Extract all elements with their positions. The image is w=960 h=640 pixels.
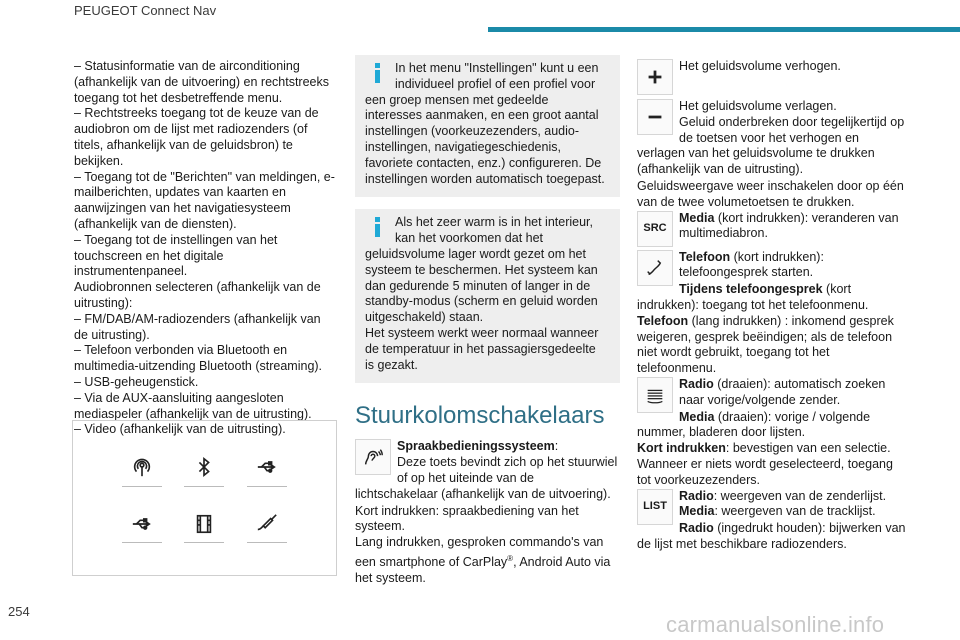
list-button-icon: LIST (637, 489, 673, 525)
paragraph: Tijdens telefoongesprek (kort indrukken): toegang tot het telefoonmenu. (637, 282, 869, 312)
plus-icon (637, 59, 673, 95)
paragraph: Geluidsweergave weer inschakelen door op één van de twee volumetoetsen te drukken. (637, 178, 904, 209)
running-header: PEUGEOT Connect Nav (74, 3, 217, 18)
paragraph: – Toegang tot de instellingen van het touchscreen en het digitale instrumentenpaneel. (74, 232, 278, 279)
minus-icon (637, 99, 673, 135)
paragraph: – Toegang tot de "Berichten" van meldingen, e-mailberichten, updates van kaarten en aanwijzingen van het navigatiesysteem (afhankelijk van de diensten). (74, 169, 335, 231)
paragraph: Kort indrukken: bevestigen van een selectie. Wanneer er niets wordt geselecteerd, toegang tot voorkeuzezenders. (637, 441, 893, 487)
page-number: 254 (8, 604, 30, 619)
paragraph: – Telefoon verbonden via Bluetooth en multimedia-uitzending Bluetooth (streaming). (74, 343, 323, 374)
radio-signal-icon (120, 451, 164, 483)
usb-icon (120, 508, 164, 540)
term: Spraakbedieningssysteem (397, 439, 555, 454)
paragraph: – Statusinformatie van de airconditioning (afhankelijk van de uitvoering) en rechtstreeks toegang tot het desbetreffende menu. (74, 59, 329, 105)
paragraph: Media (draaien): vorige / volgende nummer, bladeren door lijsten. (637, 409, 871, 440)
volume-up-entry: Het geluidsvolume verhogen. (637, 59, 907, 97)
column-3 (637, 59, 907, 553)
note-text: Als het zeer warm is in het interieur, kan het voorkomen dat het geluidsvolume lager wordt gezet om het systeem te beschermen. Het systeem kan dan gedurende 5 minuten of langer in de standby-modus (scherm en geluid worden uitgeschakeld) staan. (365, 215, 598, 325)
info-icon (367, 61, 389, 83)
info-note (355, 55, 620, 197)
voice-command-icon (355, 439, 391, 475)
info-note (355, 209, 620, 383)
aux-cable-icon (245, 508, 289, 540)
bluetooth-icon (182, 451, 226, 483)
note-text: In het menu "Instellingen" kunt u een individueel profiel of een profiel voor een groep mensen met gedeelde interesses aanmaken, en een groot aantal instellingen (voorkeuzezenders, audio-instellingen, navigatiegeschiedenis, favoriete contacten, enz.) configureren. De instellingen worden automatisch toegepast. (365, 61, 605, 186)
paragraph: – Rechtstreeks toegang tot de keuze van de audiobron om de lijst met radiozenders (of titels, afhankelijk van de geluidsbron) te bekijken. (74, 106, 319, 168)
paragraph: – USB-geheugenstick. (74, 374, 199, 389)
usb-icon (245, 451, 289, 483)
paragraph: – FM/DAB/AM-radiozenders (afhankelijk van de uitrusting). (74, 311, 321, 342)
voice-control-entry: Spraakbedieningssysteem: Deze toets bevindt zich op het stuurwiel of op het uiteinde van de lichtschakelaar (afhankelijk van de uitvoering). (355, 439, 618, 501)
note-text: Het systeem werkt weer normaal wanneer de temperatuur in het passagiersgedeelte is gezakt. (365, 325, 599, 372)
scroll-wheel-icon (637, 377, 673, 413)
audio-source-panel (72, 420, 337, 576)
paragraph: Lang indrukken, gesproken commando's van een smartphone of CarPlay®, Android Auto via het systeem. (355, 535, 611, 585)
info-icon (367, 215, 389, 237)
column-1 (74, 59, 336, 438)
src-button-icon: SRC (637, 211, 673, 247)
paragraph: – Via de AUX-aansluiting aangesloten mediaspeler (afhankelijk van de uitrusting). (74, 390, 312, 421)
paragraph: Kort indrukken: spraakbediening van het systeem. (355, 503, 579, 534)
phone-entry: Telefoon (kort indrukken): telefoongesprek starten. (637, 250, 907, 282)
phone-icon (637, 250, 673, 286)
radio-wheel-entry: Radio (draaien): automatisch zoeken naar vorige/volgende zender. (637, 377, 907, 409)
column-2 (355, 55, 620, 587)
paragraph: Radio (ingedrukt houden): bijwerken van de lijst met beschikbare radiozenders. (637, 521, 906, 551)
volume-down-entry: Het geluidsvolume verlagen. Geluid onderbreken door tegelijkertijd op de toetsen voor het verhogen en verlagen van het geluidsvolume te drukken (afhankelijk van de uitrusting). (637, 99, 905, 177)
watermark: carmanualsonline.info (666, 612, 885, 637)
section-title: Stuurkolomschakelaars (355, 402, 605, 430)
list-entry: LIST Radio: weergeven van de zenderlijst. Media: weergeven van de tracklijst. (637, 489, 907, 521)
paragraph: Audiobronnen selecteren (afhankelijk van de uitrusting): (74, 280, 321, 310)
header-accent-bar (488, 27, 960, 32)
paragraph: Telefoon (lang indrukken) : inkomend gesprek weigeren, gesprek beëindigen; als de telefoon niet wordt gebruikt, toegang tot het telefoonmenu. (637, 313, 894, 376)
paragraph: – Video (afhankelijk van de uitrusting). (74, 422, 286, 437)
src-entry: SRC Media (kort indrukken): veranderen van multimediabron. (637, 211, 907, 249)
video-icon (182, 508, 226, 540)
